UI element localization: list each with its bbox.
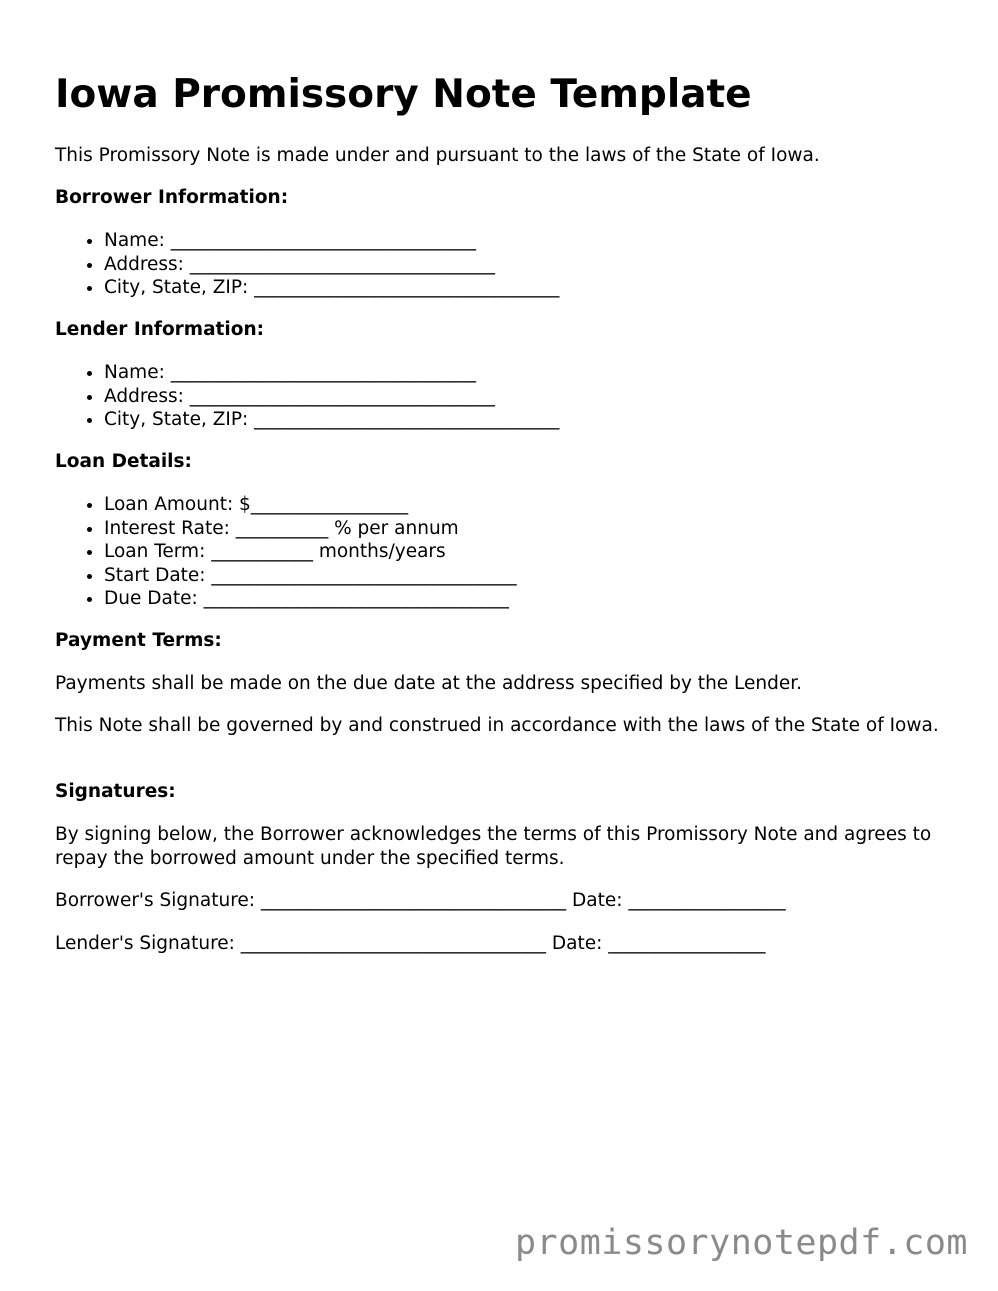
loan-heading: Loan Details: <box>55 451 192 472</box>
intro-paragraph: This Promissory Note is made under and pursuant to the laws of the State of Iowa. <box>55 145 820 166</box>
lender-signature-line: Lender's Signature: _________________________________ Date: _________________ <box>55 933 766 954</box>
lender-city-field: • City, State, ZIP: _________________________________ <box>104 408 559 432</box>
loan-fields <box>55 493 517 611</box>
loan-term-field: • Loan Term: ___________ months/years <box>104 540 517 564</box>
payment-paragraph: Payments shall be made on the due date at the address specified by the Lender. <box>55 673 803 694</box>
borrower-signature-line: Borrower's Signature: _________________________________ Date: _________________ <box>55 890 786 911</box>
borrower-address-field: • Address: _________________________________ <box>104 253 559 277</box>
lender-heading: Lender Information: <box>55 319 265 340</box>
watermark: promissorynotepdf.com <box>514 1223 968 1263</box>
borrower-heading: Borrower Information: <box>55 187 289 208</box>
payment-heading: Payment Terms: <box>55 630 222 651</box>
loan-amount-field: • Loan Amount: $_________________ <box>104 493 517 517</box>
governing-law-paragraph: This Note shall be governed by and construed in accordance with the laws of the State of Iowa. <box>55 715 939 736</box>
signatures-heading: Signatures: <box>55 781 176 802</box>
lender-address-field: • Address: _________________________________ <box>104 385 559 409</box>
borrower-city-field: • City, State, ZIP: _________________________________ <box>104 276 559 300</box>
lender-name-field: • Name: _________________________________ <box>104 361 559 385</box>
lender-fields <box>55 361 559 432</box>
borrower-fields <box>55 229 559 300</box>
document-title: Iowa Promissory Note Template <box>55 72 752 117</box>
interest-rate-field: • Interest Rate: __________ % per annum <box>104 517 517 541</box>
due-date-field: • Due Date: _________________________________ <box>104 587 517 611</box>
start-date-field: • Start Date: _________________________________ <box>104 564 517 588</box>
borrower-name-field: • Name: _________________________________ <box>104 229 559 253</box>
signatures-paragraph: By signing below, the Borrower acknowledges the terms of this Promissory Note and agrees to repay the borrowed amount under the specified terms. <box>55 824 932 869</box>
